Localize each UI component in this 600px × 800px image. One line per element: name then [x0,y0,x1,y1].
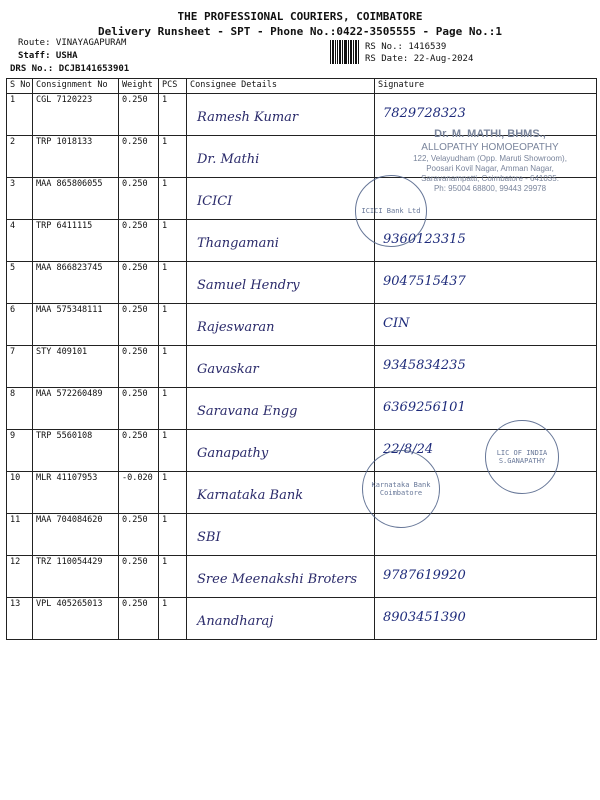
rs-date: RS Date: 22-Aug-2024 [365,54,474,64]
row-sno-cell: 8 [7,388,33,430]
doctor-line4: Saravanampatti, Coimbatore - 641035. [421,174,559,184]
row-consignee-cell [187,304,375,346]
row-signature-cell [375,304,597,346]
table-row [7,598,597,640]
row-pcs-cell: 1 [159,304,187,346]
row-consignee-cell [187,220,375,262]
row-consignee-cell [187,514,375,556]
row-consignment-no-cell: STY 409101 [33,346,119,388]
col-sno-header: S No [7,79,33,94]
row-pcs-cell: 1 [159,514,187,556]
row-signature: 9345834235 [383,358,466,373]
row-weight-cell: 0.250 [119,514,159,556]
row-consignment-no-cell: TRP 6411115 [33,220,119,262]
row-signature: 7829728323 [383,106,466,121]
row-sno-cell: 10 [7,472,33,514]
doctor-line5: Ph: 95004 68800, 99443 29978 [433,184,547,194]
row-pcs-cell: 1 [159,556,187,598]
row-signature-cell [375,262,597,304]
rs-number: RS No.: 1416539 [365,42,447,52]
row-sno-cell: 7 [7,346,33,388]
table-row [7,346,597,388]
row-signature: 6369256101 [383,400,466,415]
col-consignee-header: Consignee Details [187,79,375,94]
row-weight-cell: 0.250 [119,598,159,640]
lic-stamp-text: LIC OF INDIA S.GANAPATHY [496,448,548,465]
row-signature: CIN [383,316,410,331]
row-signature: 9787619920 [383,568,466,583]
row-weight-cell: 0.250 [119,556,159,598]
doctor-stamp [390,128,590,194]
row-weight-cell: 0.250 [119,94,159,136]
row-signature-cell [375,346,597,388]
row-pcs-cell: 1 [159,220,187,262]
row-weight-cell: 0.250 [119,304,159,346]
table-row [7,304,597,346]
row-consignment-no-cell: MAA 572260489 [33,388,119,430]
col-consignment-header: Consignment No [33,79,119,94]
company-title: THE PROFESSIONAL COURIERS, COIMBATORE [177,10,423,23]
doctor-line3: Poosari Kovil Nagar, Amman Nagar, [426,164,554,174]
row-pcs-cell: 1 [159,346,187,388]
row-signature: 8903451390 [383,610,466,625]
row-consignee-cell [187,346,375,388]
row-weight-cell: 0.250 [119,178,159,220]
row-consignee: Ramesh Kumar [197,110,299,125]
row-sno-cell: 12 [7,556,33,598]
row-consignee-cell [187,598,375,640]
row-consignee: Karnataka Bank [197,488,304,503]
runsheet-title: Delivery Runsheet - SPT - Phone No.:0422-3505555 - Page No.:1 [98,25,502,38]
row-pcs-cell: 1 [159,262,187,304]
row-consignee: Ganapathy [197,446,269,461]
row-weight-cell: 0.250 [119,430,159,472]
doctor-name: Dr. M. MATHI, BHMS., [434,128,546,140]
row-consignee: Thangamani [197,236,279,251]
row-pcs-cell: 1 [159,472,187,514]
row-weight-cell: 0.250 [119,346,159,388]
karnataka-bank-stamp [362,450,440,528]
row-sno-cell: 9 [7,430,33,472]
row-sno-cell: 3 [7,178,33,220]
row-sno-cell: 6 [7,304,33,346]
barcode [330,40,360,64]
col-pcs-header: PCS [159,79,187,94]
row-pcs-cell: 1 [159,178,187,220]
row-consignee-cell [187,388,375,430]
row-weight-cell: 0.250 [119,262,159,304]
table-row [7,514,597,556]
row-signature: 9360123315 [383,232,466,247]
doctor-line2: 122, Velayudham (Opp. Maruti Showroom), [413,154,567,164]
drs-number: DRS No.: DCJB141653901 [10,64,130,74]
row-weight-cell: 0.250 [119,220,159,262]
row-consignee-cell [187,136,375,178]
icici-stamp [355,175,427,247]
row-consignment-no-cell: TRP 1018133 [33,136,119,178]
karnataka-stamp-text: Karnataka Bank Coimbatore [371,480,431,497]
row-sno-cell: 11 [7,514,33,556]
row-consignee-cell [187,556,375,598]
row-pcs-cell: 1 [159,598,187,640]
row-signature: 22/8/24 [383,442,434,457]
row-consignee: Saravana Engg [197,404,298,419]
row-consignee-cell [187,94,375,136]
lic-stamp [485,420,559,494]
row-consignee-cell [187,178,375,220]
row-sno-cell: 1 [7,94,33,136]
row-consignee: Gavaskar [197,362,259,377]
row-consignee: SBI [197,530,221,545]
row-pcs-cell: 1 [159,388,187,430]
row-consignee: Anandharaj [197,614,274,629]
icici-stamp-text: ICICI Bank Ltd [361,206,421,215]
row-consignment-no-cell: CGL 7120223 [33,94,119,136]
row-signature-cell [375,388,597,430]
row-consignment-no-cell: VPL 405265013 [33,598,119,640]
row-consignment-no-cell: MLR 41107953 [33,472,119,514]
row-pcs-cell: 1 [159,94,187,136]
row-consignment-no-cell: MAA 575348111 [33,304,119,346]
row-signature-cell [375,556,597,598]
row-consignee: Rajeswaran [197,320,275,335]
staff-label: Staff: USHA [18,51,78,61]
row-sno-cell: 4 [7,220,33,262]
row-consignment-no-cell: MAA 704084620 [33,514,119,556]
col-weight-header: Weight [119,79,159,94]
row-signature-cell [375,598,597,640]
row-sno-cell: 2 [7,136,33,178]
col-signature-header: Signature [375,79,597,94]
row-consignee: Sree Meenakshi Broters [197,572,358,587]
table-row [7,220,597,262]
row-consignment-no-cell: MAA 865806055 [33,178,119,220]
doctor-line1: ALLOPATHY HOMOEOPATHY [421,141,559,153]
row-consignee: Samuel Hendry [197,278,300,293]
row-consignment-no-cell: MAA 866823745 [33,262,119,304]
row-consignment-no-cell: TRZ 110054429 [33,556,119,598]
row-pcs-cell: 1 [159,430,187,472]
row-weight-cell: 0.250 [119,388,159,430]
row-weight-cell: 0.250 [119,136,159,178]
row-signature: 9047515437 [383,274,466,289]
row-pcs-cell: 1 [159,136,187,178]
row-consignee: Dr. Mathi [197,152,260,167]
row-weight-cell: -0.020 [119,472,159,514]
table-row [7,262,597,304]
row-consignee-cell [187,262,375,304]
row-consignee: ICICI [197,194,233,209]
row-consignment-no-cell: TRP 5560108 [33,430,119,472]
table-header-row [7,79,597,94]
row-consignee-cell [187,472,375,514]
table-row [7,556,597,598]
row-consignee-cell [187,430,375,472]
route-label: Route: VINAYAGAPURAM [18,38,127,48]
row-sno-cell: 13 [7,598,33,640]
row-sno-cell: 5 [7,262,33,304]
